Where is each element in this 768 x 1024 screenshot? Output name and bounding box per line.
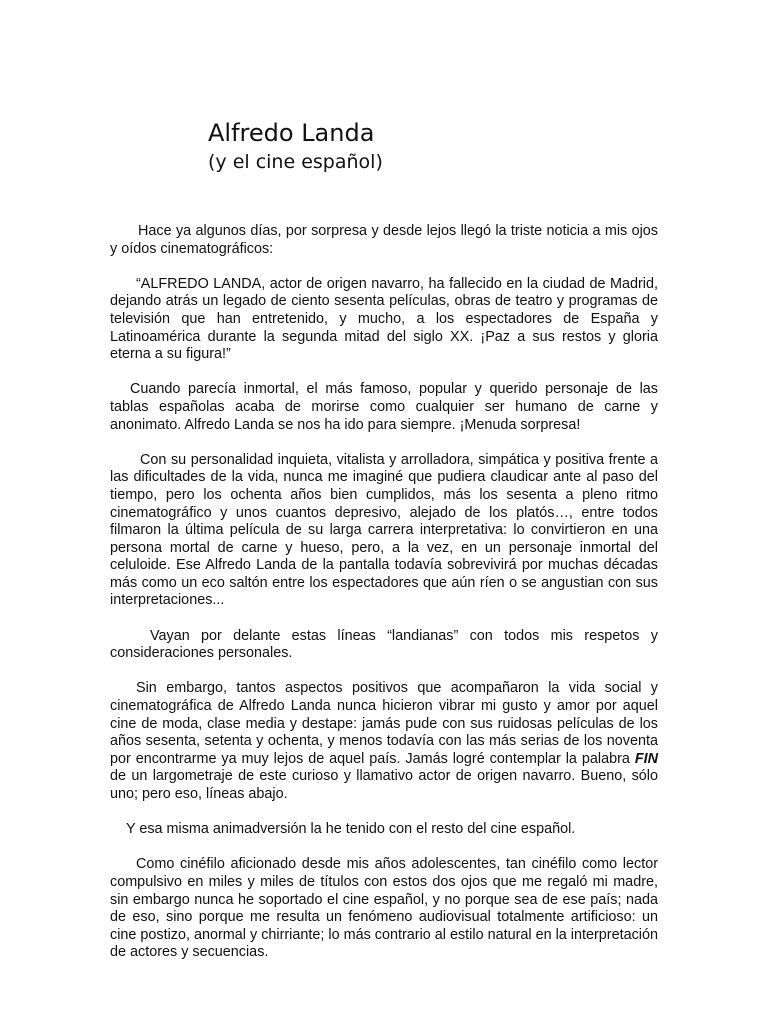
paragraph-4: Con su personalidad inquieta, vitalista y arrolladora, simpática y positiva frente a las dificultades de la vida, nunca me imaginé que pudiera claudicar ante al paso del tiempo, pero los ochenta años bien cumplidos, más los sesenta a pleno ritmo cinematográfico y unos cuantos depresivo, alejado de los platós…, entre todos filmaron la última película de su larga carrera interpretativa: lo convirtieron en una persona mortal de carne y hueso, pero, a la vez, en un personaje inmortal del celuloide. Ese Alfredo Landa de la pantalla todavía sobrevivirá por muchas décadas más como un eco saltón entre los espectadores que aún ríen o se angustian con sus interpretaciones... <box>110 451 658 609</box>
paragraph-8: Como cinéfilo aficionado desde mis años adolescentes, tan cinéfilo como lector compulsivo en miles y miles de títulos con estos dos ojos que me regaló mi madre, sin embargo nunca he soportado el cine español, y no porque sea de ese país; nada de eso, sino porque me resulta un fenómeno audiovisual totalmente artificioso: un cine postizo, anormal y chirriante; lo más contrario al estilo natural en la interpretación de actores y secuencias. <box>110 856 658 961</box>
paragraph-6-text-after: de un largometraje de este curioso y llamativo actor de origen navarro. Bueno, sólo uno; pero eso, líneas abajo. <box>110 768 658 802</box>
paragraph-2: “ALFREDO LANDA, actor de origen navarro, ha fallecido en la ciudad de Madrid, dejando atrás un legado de ciento sesenta películas, obras de teatro y programas de televisión que han entretenido, y mucho, a los espectadores de España y Latinoamérica durante la segunda mitad del siglo XX. ¡Paz a sus restos y gloria eterna a su figura!” <box>110 275 658 363</box>
paragraph-5: Vayan por delante estas líneas “landianas” con todos mis respetos y consideraciones personales. <box>110 627 658 662</box>
document-body <box>110 223 658 980</box>
paragraph-6 <box>110 680 658 803</box>
paragraph-6-text-before: Sin embargo, tantos aspectos positivos que acompañaron la vida social y cinematográfica de Alfredo Landa nunca hicieron vibrar mi gusto y amor por aquel cine de moda, clase media y destape: jamás pude con sus ruidosas películas de los años sesenta, setenta y ochenta, y menos todavía con las más serias de los noventa por encontrarme ya muy lejos de aquel país. Jamás logré contemplar la palabra <box>110 680 658 767</box>
page-title: Alfredo Landa <box>208 119 375 147</box>
page-subtitle: (y el cine español) <box>208 151 383 173</box>
title-block <box>208 118 383 174</box>
paragraph-3: Cuando parecía inmortal, el más famoso, popular y querido personaje de las tablas españolas acaba de morirse como cualquier ser humano de carne y anonimato. Alfredo Landa se nos ha ido para siempre. ¡Menuda sorpresa! <box>110 381 658 433</box>
paragraph-1: Hace ya algunos días, por sorpresa y desde lejos llegó la triste noticia a mis ojos y oídos cinematográficos: <box>110 223 658 257</box>
fin-emphasis: FIN <box>634 750 658 767</box>
paragraph-7: Y esa misma animadversión la he tenido con el resto del cine español. <box>126 821 576 838</box>
